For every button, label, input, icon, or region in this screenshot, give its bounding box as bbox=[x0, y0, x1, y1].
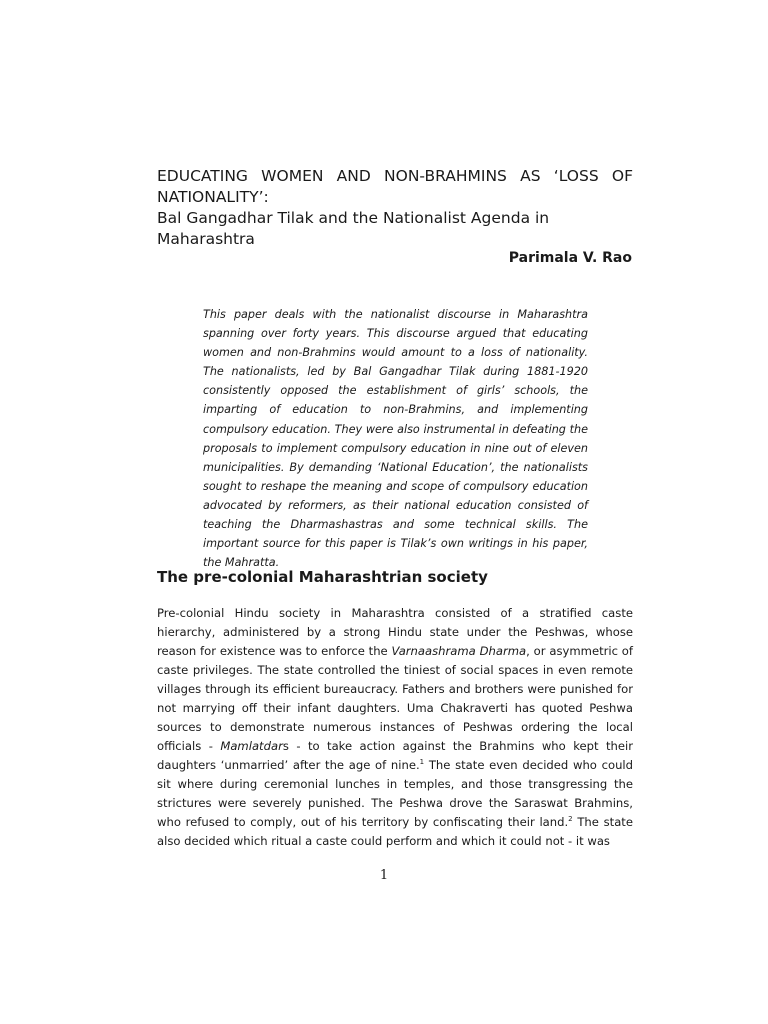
body-text-run: , or asymmetric of caste privileges. The state controlled the tiniest of social spaces in even remote villages through its efficient bureaucracy. Fathers and brothers were punished for not marrying off their infant daughters. Uma Chakraverti has quoted Peshwa sources to demonstrate numerous instances of Peshwas ordering the local officials - bbox=[157, 644, 633, 753]
footnote-marker[interactable]: 1 bbox=[419, 758, 425, 767]
body-italic-term: Varnaashrama Dharma bbox=[391, 644, 527, 658]
body-text-run: Pre-colonial Hindu society in Maharashtra consisted of a stratified caste hierarchy, administered by a strong Hindu state under the Peshwas, whose reason for existence was to enforce the bbox=[157, 606, 633, 658]
body-italic-term: Mamlatdar bbox=[220, 739, 283, 753]
body-text-run: The state also decided which ritual a caste could perform and which it could not - it was bbox=[157, 815, 633, 848]
author-name: Parimala V. Rao bbox=[508, 250, 632, 266]
paper-title: EDUCATING WOMEN AND NON-BRAHMINS AS ‘LOSS OF NATIONALITY’: bbox=[157, 167, 633, 206]
section-heading: The pre-colonial Maharashtrian society bbox=[157, 568, 488, 586]
paper-subtitle: Bal Gangadhar Tilak and the Nationalist Agenda in Maharashtra bbox=[157, 209, 550, 248]
page-number: 1 bbox=[379, 868, 389, 883]
footnote-marker[interactable]: 2 bbox=[568, 815, 573, 824]
body-paragraph bbox=[157, 604, 633, 851]
abstract: This paper deals with the nationalist discourse in Maharashtra spanning over forty years. This discourse argued that educating women and non-Brahmins would amount to a loss of nationality. The nationalists, led by Bal Gangadhar Tilak during 1881-1920 consistently opposed the establishment of girls’ schools, the imparting of education to non-Brahmins, and implementing compulsory education. They were also instrumental in defeating the proposals to implement compulsory education in nine out of eleven municipalities. By demanding ‘National Education’, the nationalists sought to reshape the meaning and scope of compulsory education advocated by reformers, as their national education consisted of teaching the Dharmashastras and some technical skills. The important source for this paper is Tilak’s own writings in his paper, the Mahratta. bbox=[203, 308, 588, 570]
body-text-run: The state even decided who could sit where during ceremonial lunches in temples, and those transgressing the strictures were severely punished. The Peshwa drove the Saraswat Brahmins, who refused to comply, out of his territory by confiscating their land. bbox=[157, 758, 633, 829]
title-block bbox=[157, 166, 633, 250]
body-text-run: s - to take action against the Brahmins who kept their daughters ‘unmarried’ after the age of nine. bbox=[157, 739, 633, 772]
